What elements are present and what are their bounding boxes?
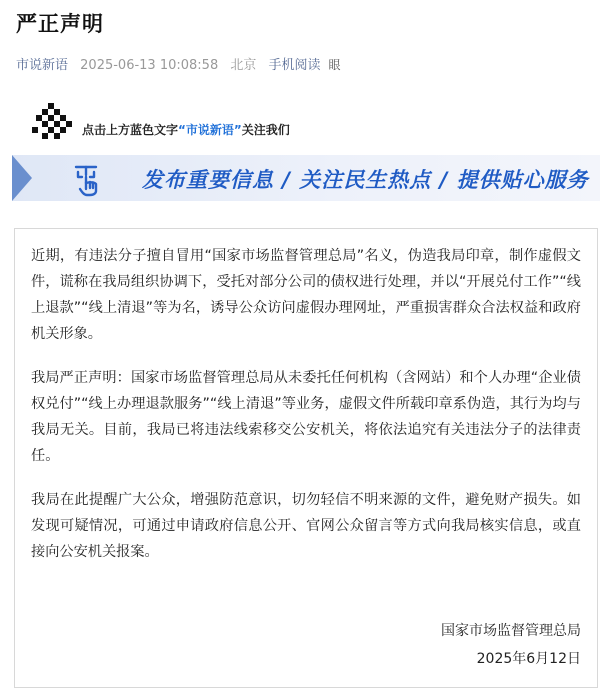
reader-mode-link[interactable]: 手机阅读: [268, 58, 321, 73]
banner-arrow-icon: [12, 155, 32, 201]
follow-prefix: 点击上方蓝色文字: [82, 123, 179, 137]
paragraph-1: 近期，有违法分子擅自冒用“国家市场监督管理总局”名义，伪造我局印章，制作虚假文件，谎称在我局组织协调下，受托对部分公司的债权进行处理，并以“开展兑付工作”“线上退款”“线上清退”等为名，诱导公众访问虚假办理网址，严重损害群众合法权益和政府机关形象。: [31, 248, 581, 342]
statement-box: [14, 228, 598, 688]
follow-suffix: 关注我们: [241, 123, 290, 137]
article-title: 严正声明: [16, 12, 104, 36]
reader-mode-icon[interactable]: 眼: [328, 58, 341, 72]
banner-slogan: 发布重要信息 / 关注民生热点 / 提供贴心服务: [142, 168, 589, 192]
statement-body: [31, 243, 581, 583]
tap-hand-icon: [72, 161, 108, 197]
publish-datetime: 2025-06-13 10:08:58: [80, 58, 219, 73]
article-meta: [16, 54, 341, 73]
follow-account-name: “市说新语”: [178, 123, 242, 137]
paragraph-2: 我局严正声明：国家市场监督管理总局从未委托任何机构（含网站）和个人办理“企业债权兑付”“线上办理退款服务”“线上清退”等业务，虚假文件所载印章系伪造，其行为均与我局无关。目前，我局已将违法线索移交公安机关，将依法追究有关违法分子的法律责任。: [31, 370, 581, 464]
account-name-link[interactable]: 市说新语: [16, 58, 69, 73]
signature-block: [441, 617, 581, 673]
paragraph-3: 我局在此提醒广大公众，增强防范意识，切勿轻信不明来源的文件，避免财产损失。如发现可疑情况，可通过申请政府信息公开、官网公众留言等方式向我局核实信息，或直接向公安机关报案。: [31, 492, 581, 560]
signature-org: 国家市场监督管理总局: [441, 623, 581, 639]
signature-date: 2025年6月12日: [476, 651, 581, 667]
follow-text: [82, 121, 290, 138]
slogan-banner: [12, 155, 600, 201]
pixel-logo-icon: [32, 103, 72, 139]
publish-location: 北京: [230, 58, 257, 73]
